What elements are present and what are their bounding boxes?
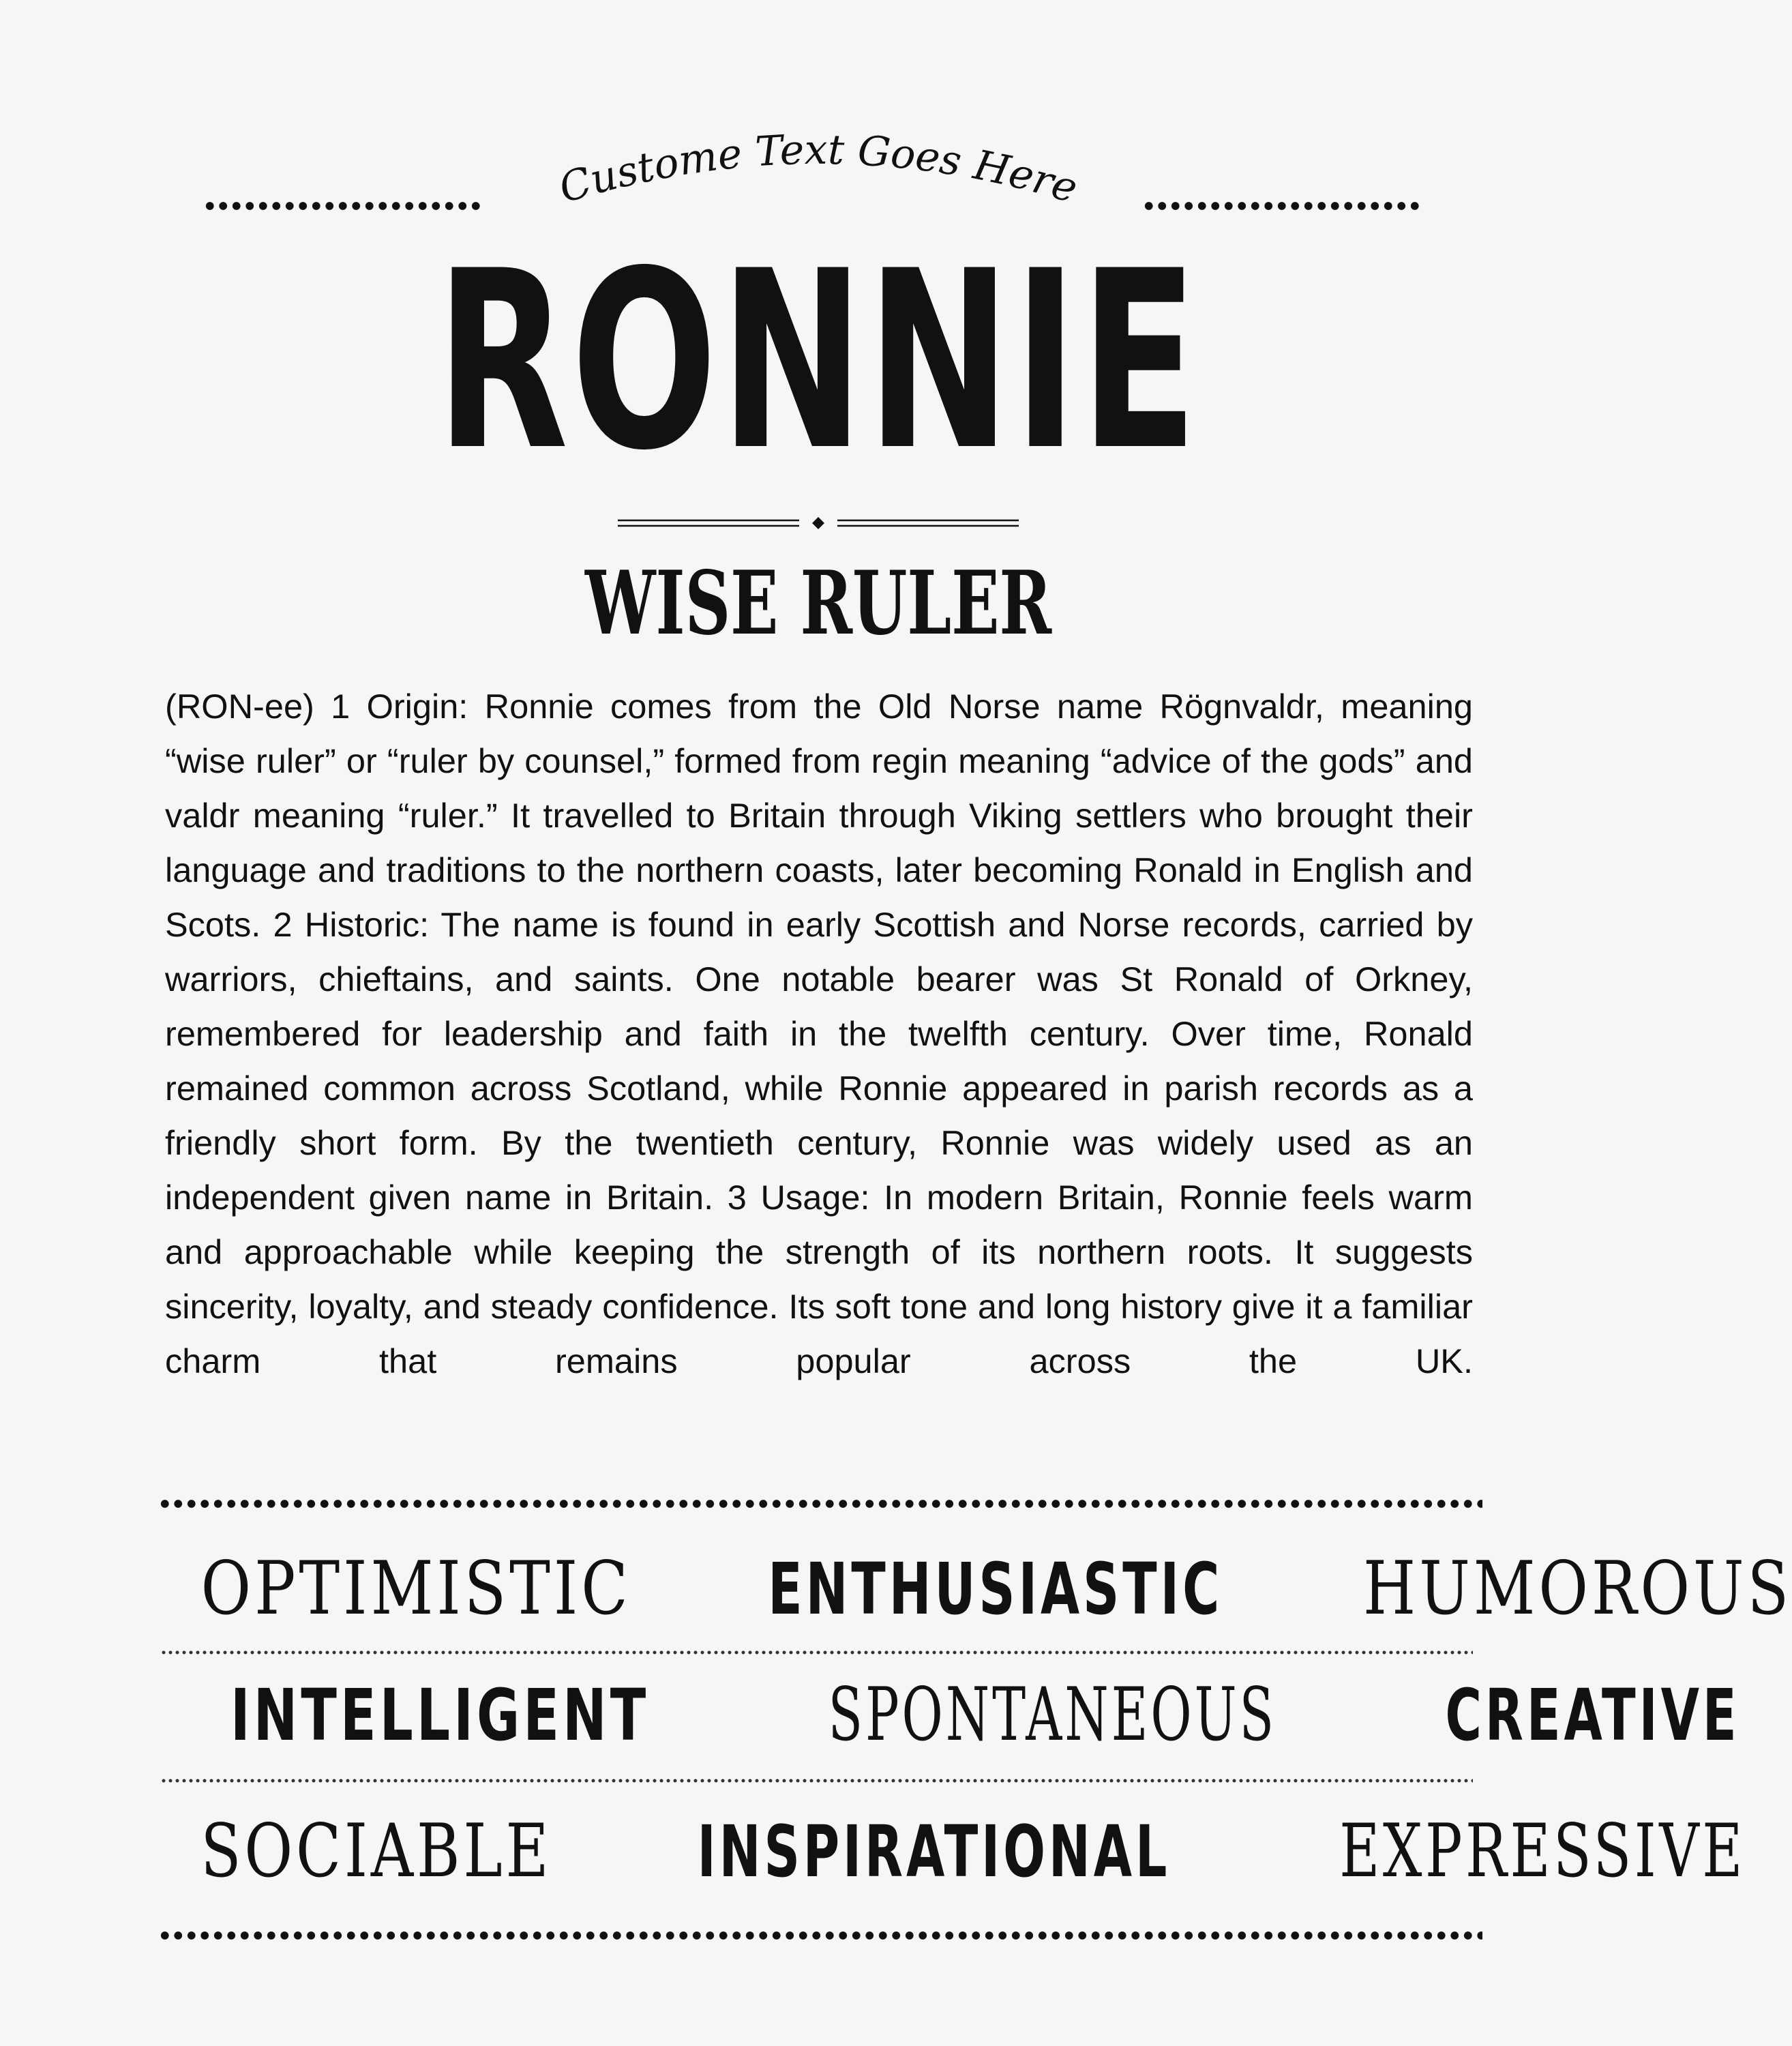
header-dotted-rule-left (203, 201, 483, 211)
traits-separator-1 (160, 1650, 1473, 1655)
ornament-divider (614, 513, 1023, 533)
traits-row-2 (157, 1671, 1740, 1760)
traits-row-1 (157, 1545, 1792, 1633)
trait-expressive: EXPRESSIVE (1339, 1809, 1746, 1894)
custom-text: Custome Text Goes Here (554, 125, 1083, 213)
trait-sociable: SOCIABLE (200, 1809, 552, 1894)
trait-enthusiastic: ENTHUSIASTIC (768, 1547, 1223, 1631)
traits-separator-2 (160, 1779, 1473, 1783)
trait-creative: CREATIVE (1445, 1674, 1740, 1757)
trait-intelligent: INTELLIGENT (230, 1674, 650, 1757)
trait-optimistic: OPTIMISTIC (200, 1546, 631, 1631)
svg-text:Custome Text Goes Here (554, 126, 1083, 213)
traits-row-3 (157, 1807, 1746, 1896)
traits-bottom-dotted-rule (158, 1931, 1482, 1940)
traits-top-dotted-rule (158, 1499, 1482, 1509)
trait-humorous: HUMOROUS (1363, 1546, 1792, 1631)
trait-inspirational: INSPIRATIONAL (697, 1810, 1171, 1893)
name-description: (RON-ee) 1 Origin: Ronnie comes from the Old Norse name Rögnvaldr, meaning “wise ruler” or “ruler by counsel,” formed from regin meaning “advice of the gods” and valdr meaning “ruler.” It travelled to Britain through Viking settlers who brought their language and traditions to the northern coasts, later becoming Ronald in English and Scots. 2 Historic: The name is found in early Scottish and Norse records, carried by warriors, chieftains, and saints. One notable bearer was St Ronald of Orkney, remembered for leadership and faith in the twelfth century. Over time, Ronald remained common across Scotland, while Ronnie appeared in parish records as a friendly short form. By the twentieth century, Ronnie was widely used as an independent given name in Britain. 3 Usage: In modern Britain, Ronnie feels warm and approachable while keeping the strength of its northern roots. It suggests sincerity, loyalty, and steady confidence. Its soft tone and long history give it a familiar charm that remains popular across the UK. (165, 687, 1473, 1380)
trait-spontaneous: SPONTANEOUS (828, 1672, 1277, 1758)
header-dotted-rule-right (1142, 201, 1422, 211)
name-meaning: WISE RULER (584, 552, 1052, 655)
name-title: RONNIE (436, 218, 1201, 504)
